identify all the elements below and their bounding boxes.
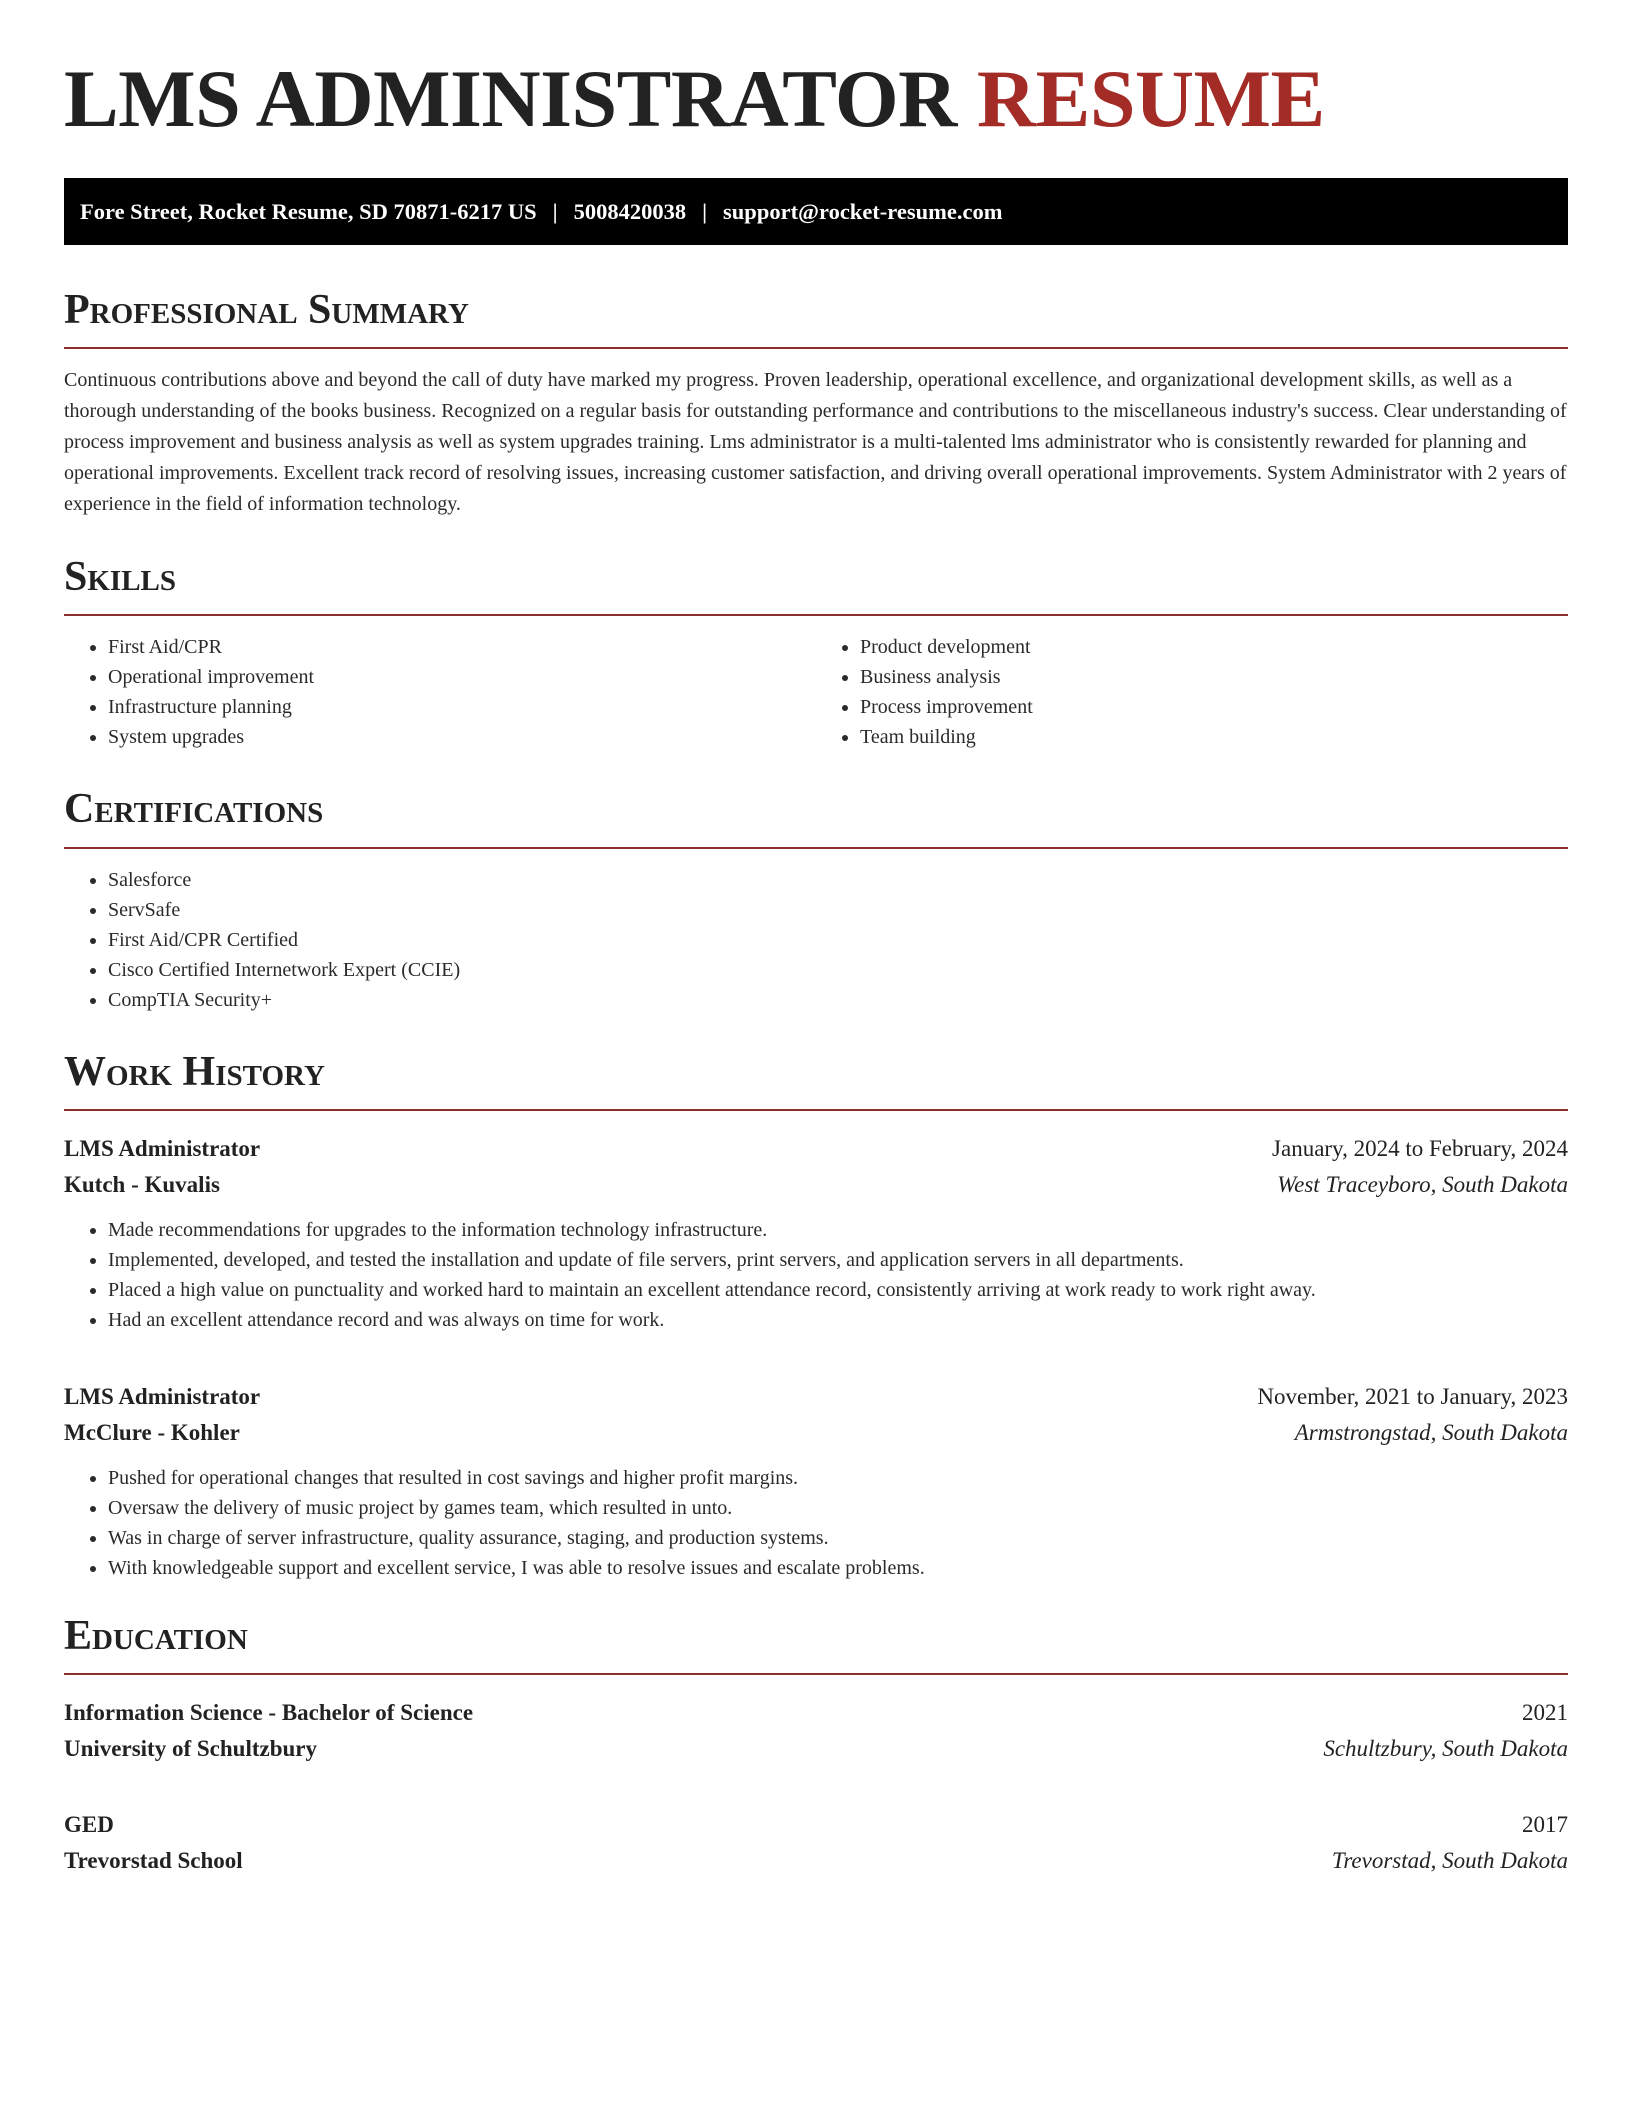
resume-title bbox=[64, 53, 1568, 144]
education-school: University of Schultzbury bbox=[64, 1735, 317, 1761]
certification-item: • Cisco Certified Internetwork Expert (CCIE) bbox=[108, 955, 1568, 985]
education-year: 2021 bbox=[1522, 1699, 1568, 1725]
skill-item: • Team building bbox=[860, 722, 1568, 752]
job-bullets bbox=[64, 1463, 1568, 1583]
skills-list-right bbox=[816, 632, 1568, 752]
summary-text: Continuous contributions above and beyond the call of duty have marked my progress. Proven leadership, operational excellence, and organizational development skills, as well as a thorough understanding of the books business. Recognized on a regular basis for outstanding performance and contributions to the miscellaneous industry's success. Clear understanding of process improvement and business analysis as well as system upgrades training. Lms administrator is a multi-talented lms administrator who is consistently rewarded for planning and operational improvements. Excellent track record of resolving issues, increasing customer satisfaction, and driving overall operational improvements. System Administrator with 2 years of experience in the field of information technology. bbox=[64, 369, 1567, 516]
education-year: 2017 bbox=[1522, 1811, 1568, 1837]
contact-email[interactable]: support@rocket-resume.com bbox=[723, 198, 1003, 224]
contact-phone: 5008420038 bbox=[573, 198, 687, 224]
education-school-row bbox=[64, 1843, 1568, 1879]
certification-item: • Salesforce bbox=[108, 865, 1568, 895]
job-location: Armstrongstad, South Dakota bbox=[1294, 1419, 1568, 1445]
education-location: Trevorstad, South Dakota bbox=[1331, 1847, 1568, 1873]
section-title-skills: Skills bbox=[64, 554, 1568, 616]
contact-separator: | bbox=[552, 198, 558, 224]
education-degree: GED bbox=[64, 1811, 114, 1837]
skill-item: • Process improvement bbox=[860, 692, 1568, 722]
job-title: LMS Administrator bbox=[64, 1135, 261, 1161]
job-company-row bbox=[64, 1167, 1568, 1203]
job-bullet: • Implemented, developed, and tested the installation and update of file servers, print servers, and application servers in all departments. bbox=[108, 1245, 1568, 1275]
job-bullet: • Was in charge of server infrastructure, quality assurance, staging, and production systems. bbox=[108, 1523, 1568, 1553]
job-dates: January, 2024 to February, 2024 bbox=[1272, 1135, 1568, 1161]
contact-address: Fore Street, Rocket Resume, SD 70871-6217 US bbox=[80, 198, 537, 224]
section-title-summary: Professional Summary bbox=[64, 287, 1568, 349]
skills-grid bbox=[64, 616, 1568, 752]
contact-bar bbox=[64, 178, 1568, 245]
job-bullets bbox=[64, 1215, 1568, 1335]
skill-item: • Operational improvement bbox=[108, 662, 816, 692]
skills-section bbox=[64, 554, 1568, 752]
skill-item: • Infrastructure planning bbox=[108, 692, 816, 722]
skills-list-left bbox=[64, 632, 816, 752]
job-entry bbox=[64, 1131, 1568, 1335]
job-entry bbox=[64, 1379, 1568, 1583]
title-accent: RESUME bbox=[976, 53, 1325, 144]
certifications-section bbox=[64, 786, 1568, 1014]
education-location: Schultzbury, South Dakota bbox=[1323, 1735, 1568, 1761]
summary-section bbox=[64, 287, 1568, 520]
certification-item: • ServSafe bbox=[108, 895, 1568, 925]
job-company: Kutch - Kuvalis bbox=[64, 1171, 220, 1197]
certifications-list bbox=[64, 865, 1568, 1015]
job-bullet: • Had an excellent attendance record and was always on time for work. bbox=[108, 1305, 1568, 1335]
job-company: McClure - Kohler bbox=[64, 1419, 240, 1445]
certification-item: • CompTIA Security+ bbox=[108, 985, 1568, 1015]
skill-item: • First Aid/CPR bbox=[108, 632, 816, 662]
education-school-row bbox=[64, 1731, 1568, 1767]
education-header-row bbox=[64, 1807, 1568, 1843]
job-bullet: • Placed a high value on punctuality and worked hard to maintain an excellent attendance record, consistently arriving at work ready to work right away. bbox=[108, 1275, 1568, 1305]
skill-item: • System upgrades bbox=[108, 722, 816, 752]
job-bullet: • With knowledgeable support and excellent service, I was able to resolve issues and escalate problems. bbox=[108, 1553, 1568, 1583]
section-title-education: Education bbox=[64, 1613, 1568, 1675]
contact-separator: | bbox=[702, 198, 708, 224]
title-main: LMS ADMINISTRATOR bbox=[64, 53, 957, 144]
job-bullet: • Oversaw the delivery of music project by games team, which resulted in unto. bbox=[108, 1493, 1568, 1523]
section-title-certifications: Certifications bbox=[64, 786, 1568, 848]
skill-item: • Business analysis bbox=[860, 662, 1568, 692]
job-location: West Traceyboro, South Dakota bbox=[1277, 1171, 1568, 1197]
skill-item: • Product development bbox=[860, 632, 1568, 662]
education-school: Trevorstad School bbox=[64, 1847, 243, 1873]
section-title-work-history: Work History bbox=[64, 1049, 1568, 1111]
work-history-section bbox=[64, 1049, 1568, 1583]
job-title: LMS Administrator bbox=[64, 1383, 261, 1409]
job-company-row bbox=[64, 1415, 1568, 1451]
job-dates: November, 2021 to January, 2023 bbox=[1257, 1383, 1568, 1409]
education-entry bbox=[64, 1695, 1568, 1767]
education-entry bbox=[64, 1807, 1568, 1879]
education-degree: Information Science - Bachelor of Science bbox=[64, 1699, 474, 1725]
job-header-row bbox=[64, 1379, 1568, 1415]
job-bullet: • Made recommendations for upgrades to the information technology infrastructure. bbox=[108, 1215, 1568, 1245]
job-header-row bbox=[64, 1131, 1568, 1167]
certification-item: • First Aid/CPR Certified bbox=[108, 925, 1568, 955]
education-section bbox=[64, 1613, 1568, 1879]
job-bullet: • Pushed for operational changes that resulted in cost savings and higher profit margins. bbox=[108, 1463, 1568, 1493]
education-header-row bbox=[64, 1695, 1568, 1731]
